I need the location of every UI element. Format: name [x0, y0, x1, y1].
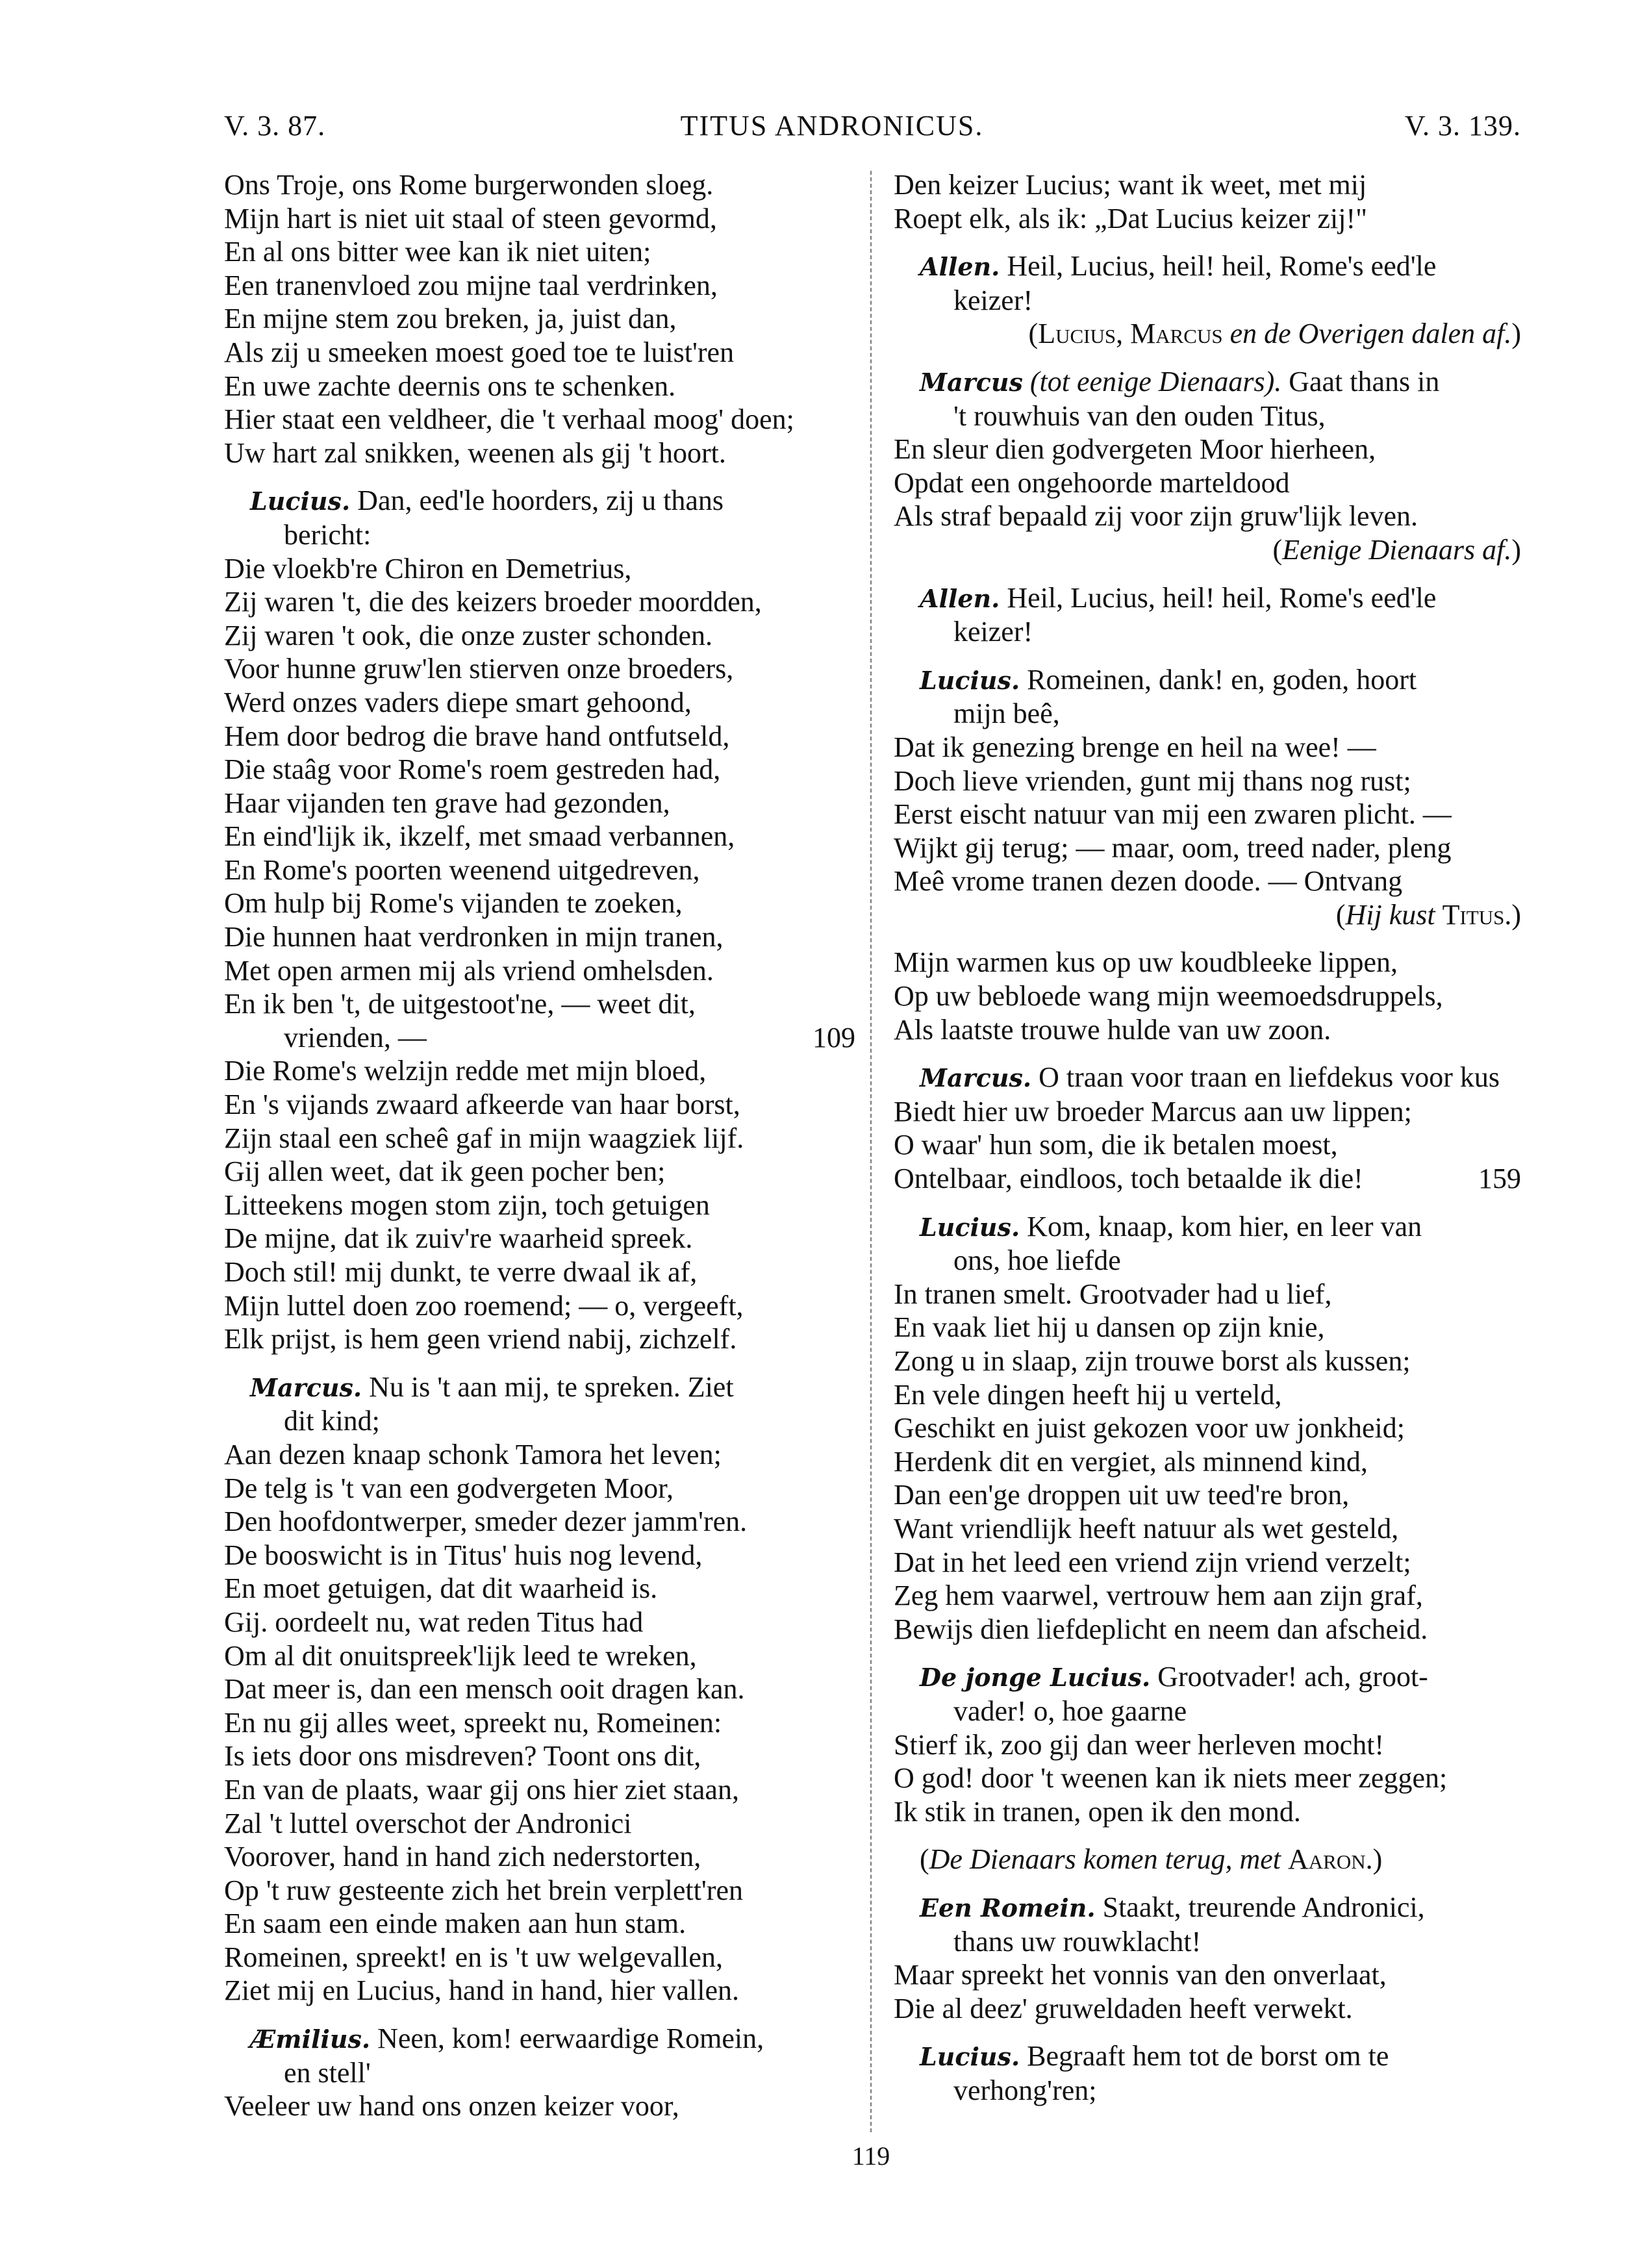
speaker-name: Lucius.: [920, 1212, 1020, 1242]
verse-text: En moet getuigen, dat dit waarheid is.: [224, 1572, 658, 1605]
verse-line: [224, 302, 855, 336]
left-text-column: [224, 168, 855, 2123]
verse-line: [894, 202, 1521, 236]
verse-line: [224, 686, 855, 720]
page-number: 119: [851, 2141, 890, 2171]
verse-block: [894, 1958, 1521, 2025]
verse-text: O waar' hun som, die ik betalen moest,: [894, 1129, 1338, 1161]
verse-block: [894, 946, 1521, 1046]
speech-continuation: bericht:: [284, 518, 372, 551]
verse-line: [894, 831, 1521, 865]
verse-line: [894, 1128, 1521, 1162]
verse-line: [224, 720, 855, 753]
speech-continuation: 't rouwhuis van den ouden Titus,: [953, 399, 1326, 432]
verse-text: Als straf bepaald zij voor zijn gruw'lijk leven.: [894, 500, 1418, 533]
stage-direction-part: [1281, 1843, 1288, 1875]
verse-line: [224, 2089, 855, 2123]
verse-text: In tranen smelt. Grootvader had u lief,: [894, 1278, 1332, 1310]
verse-line: [224, 1054, 855, 1088]
verse-text: Gij allen weet, dat ik geen pocher ben;: [224, 1155, 666, 1188]
speech-first-line: [894, 2039, 1521, 2074]
speech-first-line: [894, 1210, 1521, 1244]
verse-text: En saam een einde maken aan hun stam.: [224, 1908, 687, 1940]
verse-text: Eerst eischt natuur van mij een zwaren plicht. —: [894, 798, 1452, 831]
verse-text: Werd onzes vaders diepe smart gehoond,: [224, 686, 692, 718]
verse-text: En al ons bitter wee kan ik niet uiten;: [224, 236, 651, 268]
speaker-name: Lucius.: [920, 2042, 1020, 2072]
verse-line: [894, 1795, 1521, 1829]
speech-text: Grootvader! ach, groot-: [1157, 1661, 1428, 1693]
verse-line: [224, 820, 855, 853]
verse-text: Op 't ruw gesteente zich het brein verplett'ren: [224, 1874, 743, 1906]
stage-direction-part: ,: [1116, 318, 1131, 350]
verse-line: [894, 1478, 1521, 1512]
verse-text: Dan een'ge droppen uit uw teed're bron,: [894, 1479, 1350, 1511]
verse-line: [894, 1512, 1521, 1546]
verse-line: [224, 370, 855, 403]
verse-line: [894, 1311, 1521, 1344]
stage-direction-part: .): [1504, 898, 1521, 931]
verse-text: En vaak liet hij u dansen op zijn knie,: [894, 1311, 1325, 1344]
verse-line: [224, 1572, 855, 1606]
verse-text: Zeg hem vaarwel, vertrouw hem aan zijn graf,: [894, 1580, 1423, 1612]
verse-line: [894, 433, 1521, 466]
speech-heading: [894, 1891, 1521, 1958]
stage-direction: [894, 533, 1521, 567]
verse-line: [224, 1255, 855, 1289]
stage-direction-part: Titus: [1442, 898, 1505, 931]
verse-line: [894, 1546, 1521, 1580]
verse-line: [894, 1162, 1521, 1196]
verse-line: [894, 1992, 1521, 2026]
verse-text: Dat ik genezing brenge en heil na wee! —: [894, 731, 1376, 763]
verse-block: [894, 1728, 1521, 1829]
verse-text: Geschikt en juist gekozen voor uw jonkheid;: [894, 1412, 1405, 1444]
speech-continuation: dit kind;: [284, 1405, 380, 1437]
line-number: 159: [1478, 1163, 1521, 1195]
stage-direction: [894, 317, 1521, 351]
speech-heading: [894, 663, 1521, 731]
speech-text: Begraaft hem tot de borst om te: [1027, 2040, 1389, 2073]
verse-text: Mijn luttel doen zoo roemend; — o, vergeeft,: [224, 1289, 744, 1322]
verse-line: [224, 1539, 855, 1572]
running-head-right-reference: V. 3. 139.: [1404, 110, 1521, 142]
verse-line: [894, 1958, 1521, 1992]
verse-line: [894, 1013, 1521, 1047]
speech-continuation: vader! o, hoe gaarne: [953, 1695, 1187, 1727]
verse-line: [224, 235, 855, 269]
verse-line: [224, 619, 855, 653]
speech-text: Dan, eed'le hoorders, zij u thans: [357, 485, 724, 517]
verse-text: Haar vijanden ten grave had gezonden,: [224, 787, 670, 819]
verse-block: [894, 168, 1521, 235]
verse-line: [224, 1739, 855, 1773]
verse-block: [224, 552, 855, 1356]
speech-text: Heil, Lucius, heil! heil, Rome's eed'le: [1007, 250, 1437, 283]
verse-line: [224, 1505, 855, 1539]
verse-text: Den keizer Lucius; want ik weet, met mij: [894, 169, 1367, 201]
stage-direction-part: (: [920, 1843, 929, 1876]
speech-first-line: [894, 581, 1521, 616]
verse-line: [894, 864, 1521, 898]
verse-line: [224, 1773, 855, 1807]
speaker-name: Allen.: [920, 583, 1000, 613]
verse-line: [894, 764, 1521, 798]
verse-line: [224, 1322, 855, 1356]
verse-text: En nu gij alles weet, spreekt nu, Romeinen:: [224, 1706, 722, 1739]
verse-text: Die al deez' gruweldaden heeft verwekt.: [894, 1992, 1353, 2024]
verse-text: Op uw bebloede wang mijn weemoedsdruppels,: [894, 980, 1443, 1013]
verse-line: [894, 1278, 1521, 1311]
stage-direction-part: Marcus: [1130, 318, 1223, 350]
verse-text: Mijn warmen kus op uw koudbleeke lippen,: [894, 946, 1398, 979]
verse-line: [224, 1907, 855, 1941]
speech-continuation: keizer!: [953, 616, 1033, 648]
speech-text: Romeinen, dank! en, goden, hoort: [1027, 663, 1417, 696]
verse-line: [224, 1639, 855, 1673]
speech-text: Heil, Lucius, heil! heil, Rome's eed'le: [1007, 581, 1437, 614]
verse-text: En 's vijands zwaard afkeerde van haar borst,: [224, 1089, 740, 1121]
stage-direction-part: [1435, 899, 1442, 931]
verse-line: [224, 753, 855, 787]
verse-text: Herdenk dit en vergiet, als minnend kind,: [894, 1445, 1368, 1478]
verse-text: Ziet mij en Lucius, hand in hand, hier vallen.: [224, 1974, 740, 2007]
verse-line: [224, 202, 855, 236]
verse-text: En vele dingen heeft hij u verteld,: [894, 1378, 1282, 1411]
verse-text: En sleur dien godvergeten Moor hierheen,: [894, 433, 1376, 466]
verse-line: [224, 1088, 855, 1122]
verse-text: De telg is 't van een godvergeten Moor,: [224, 1472, 674, 1504]
speech-heading: [894, 2039, 1521, 2107]
speech-text: Kom, knaap, kom hier, en leer van: [1027, 1210, 1422, 1242]
running-head-left-reference: V. 3. 87.: [224, 110, 326, 142]
verse-line: [224, 1222, 855, 1255]
verse-line: [224, 787, 855, 820]
verse-text: Elk prijst, is hem geen vriend nabij, zichzelf.: [224, 1323, 737, 1355]
verse-line: [894, 979, 1521, 1013]
verse-line: [894, 1728, 1521, 1762]
verse-text: Stierf ik, zoo gij dan weer herleven mocht!: [894, 1728, 1385, 1761]
stage-direction-part: ): [1511, 318, 1521, 350]
right-text-column: [894, 168, 1521, 2107]
speech-continuation: ons, hoe liefde: [953, 1244, 1121, 1277]
speech-heading: [224, 484, 855, 551]
verse-text: Ons Troje, ons Rome burgerwonden sloeg.: [224, 169, 714, 201]
verse-text: Uw hart zal snikken, weenen als gij 't hoort.: [224, 436, 726, 469]
speech-first-line: [894, 1891, 1521, 1925]
verse-text: Die staâg voor Rome's roem gestreden had,: [224, 753, 721, 786]
verse-line: [224, 954, 855, 988]
stage-direction: [894, 1843, 1521, 1876]
verse-line: [894, 466, 1521, 500]
verse-text: Die hunnen haat verdronken in mijn tranen,: [224, 921, 724, 953]
verse-block: [894, 433, 1521, 533]
verse-text: Met open armen mij als vriend omhelsden.: [224, 954, 714, 987]
speech-heading: [894, 365, 1521, 433]
speaker-name: De jonge Lucius.: [920, 1663, 1151, 1693]
verse-text: En eind'lijk ik, ikzelf, met smaad verbannen,: [224, 820, 735, 853]
verse-line: [224, 1672, 855, 1706]
stage-direction-part: Aaron: [1287, 1843, 1366, 1876]
speaker-name: Æmilius.: [250, 2024, 371, 2054]
verse-text: Is iets door ons misdreven? Toont ons dit,: [224, 1740, 701, 1772]
speech-first-line: [894, 249, 1521, 284]
verse-block: [894, 1278, 1521, 1646]
verse-text: Als laatste trouwe hulde van uw zoon.: [894, 1013, 1331, 1046]
speech-text: Nu is 't aan mij, te spreken. Ziet: [369, 1370, 734, 1403]
verse-text: Doch stil! mij dunkt, te verre dwaal ik af,: [224, 1256, 698, 1288]
speech-text: Neen, kom! eerwaardige Romein,: [377, 2022, 764, 2055]
verse-text: Dat meer is, dan een mensch ooit dragen kan.: [224, 1673, 745, 1706]
verse-text: Litteekens mogen stom zijn, toch getuigen: [224, 1189, 710, 1221]
verse-text: Voor hunne gruw'len stierven onze broeders,: [224, 653, 734, 685]
verse-block: [224, 1438, 855, 2008]
verse-text: Opdat een ongehoorde marteldood: [894, 466, 1290, 499]
verse-line: [894, 798, 1521, 831]
verse-line: [224, 1155, 855, 1189]
verse-line: [224, 269, 855, 303]
verse-line: [224, 1189, 855, 1222]
verse-text: Bewijs dien liefdeplicht en neem dan afscheid.: [894, 1613, 1428, 1645]
verse-text: Hem door bedrog die brave hand ontfutseld,: [224, 720, 730, 752]
speech-continuation: keizer!: [953, 284, 1033, 316]
stage-direction-part: ): [1511, 533, 1521, 566]
verse-line: [224, 1289, 855, 1323]
verse-line: [894, 1344, 1521, 1378]
verse-block: [894, 1095, 1521, 1196]
speaker-name: Een Romein.: [920, 1893, 1096, 1922]
verse-text: Die vloekb're Chiron en Demetrius,: [224, 552, 632, 585]
verse-line: [224, 920, 855, 954]
verse-block: [224, 2089, 855, 2123]
stage-direction-part: (: [1272, 533, 1283, 566]
speech-continuation: mijn beê,: [953, 698, 1060, 730]
verse-text: En Rome's poorten weenend uitgedreven,: [224, 853, 700, 886]
verse-line: [894, 1579, 1521, 1613]
line-number: 109: [812, 1021, 855, 1053]
verse-text: Romeinen, spreekt! en is 't uw welgevallen,: [224, 1941, 723, 1973]
verse-text: Want vriendlijk heeft natuur als wet gesteld,: [894, 1512, 1399, 1544]
verse-text: Die Rome's welzijn redde met mijn bloed,: [224, 1055, 707, 1087]
verse-line: [894, 946, 1521, 979]
stage-direction-part: De Dienaars komen terug, met: [929, 1843, 1281, 1876]
verse-text: Mijn hart is niet uit staal of steen gevormd,: [224, 202, 717, 234]
speech-text: Gaat thans in: [1289, 365, 1440, 397]
verse-line: [894, 168, 1521, 202]
verse-text: Zij waren 't, die des keizers broeder moordden,: [224, 586, 762, 618]
speech-first-line: [224, 1370, 855, 1405]
stage-direction-part: (: [1335, 898, 1346, 931]
verse-text: De mijne, dat ik zuiv're waarheid spreek.: [224, 1222, 693, 1255]
verse-line: [224, 403, 855, 436]
verse-text: En ik ben 't, de uitgestoot'ne, — weet dit,: [224, 988, 696, 1020]
verse-line: [224, 436, 855, 470]
speech-heading: [894, 1660, 1521, 1728]
speaker-name: Allen.: [920, 252, 1000, 282]
verse-text: Ik stik in tranen, open ik den mond.: [894, 1795, 1301, 1828]
verse-text: Wijkt gij terug; — maar, oom, treed nader, pleng: [894, 831, 1452, 864]
verse-line: [224, 1472, 855, 1506]
verse-line: [894, 1378, 1521, 1412]
verse-text: Zal 't luttel overschot der Andronici: [224, 1807, 632, 1839]
verse-line: [224, 336, 855, 370]
verse-line: [224, 1122, 855, 1155]
verse-line: [224, 1438, 855, 1472]
stage-direction-part: en de Overigen dalen af.: [1222, 318, 1512, 350]
speech-first-line: [894, 1660, 1521, 1695]
verse-line: [894, 499, 1521, 533]
verse-text: Voorover, hand in hand zich nederstorten,: [224, 1841, 701, 1873]
speech-continuation: verhong'ren;: [953, 2074, 1097, 2106]
verse-line: [224, 987, 855, 1021]
verse-text: De booswicht is in Titus' huis nog levend,: [224, 1539, 703, 1571]
speech-heading: [224, 2022, 855, 2089]
verse-line: [224, 1807, 855, 1841]
verse-line: [224, 1840, 855, 1874]
verse-text: En uwe zachte deernis ons te schenken.: [224, 370, 676, 402]
speech-text: Staakt, treurende Andronici,: [1102, 1891, 1425, 1923]
verse-line: [224, 887, 855, 920]
verse-text: Veeleer uw hand ons onzen keizer voor,: [224, 2090, 679, 2123]
verse-line: [224, 853, 855, 887]
verse-text: Om hulp bij Rome's vijanden te zoeken,: [224, 887, 683, 920]
verse-line: [894, 1095, 1521, 1129]
verse-line: [224, 585, 855, 619]
verse-text: En mijne stem zou breken, ja, juist dan,: [224, 303, 677, 335]
speech-text: O traan voor traan en liefdekus voor kus: [1039, 1061, 1500, 1094]
verse-text: vrienden, —: [284, 1021, 427, 1053]
stage-direction-part: Eenige Dienaars af.: [1282, 533, 1512, 566]
verse-line: [894, 731, 1521, 764]
verse-line: [224, 1941, 855, 1974]
speech-first-line: [894, 663, 1521, 698]
verse-block: [224, 168, 855, 470]
verse-line: [224, 1874, 855, 1908]
verse-text: Zijn staal een scheê gaf in mijn waagziek lijf.: [224, 1122, 744, 1154]
speech-heading: [894, 1061, 1521, 1095]
speech-continuation: thans uw rouwklacht!: [953, 1925, 1202, 1958]
column-divider: [870, 171, 872, 2132]
verse-text: O god! door 't weenen kan ik niets meer zeggen;: [894, 1762, 1448, 1795]
speech-first-line: [224, 484, 855, 518]
verse-line: [894, 1761, 1521, 1795]
verse-line: [894, 1445, 1521, 1479]
verse-text: Aan dezen knaap schonk Tamora het leven;: [224, 1438, 722, 1470]
stage-direction-part: .): [1365, 1843, 1383, 1876]
stage-direction: (tot eenige Dienaars).: [1029, 365, 1282, 397]
stage-direction-part: (: [1028, 318, 1039, 350]
stage-direction: [894, 898, 1521, 932]
running-head-title: TITUS ANDRONICUS.: [680, 110, 984, 142]
verse-text: Ontelbaar, eindloos, toch betaalde ik die!: [894, 1163, 1363, 1195]
verse-text: En van de plaats, waar gij ons hier ziet staan,: [224, 1773, 739, 1806]
verse-text: Zij waren 't ook, die onze zuster schonden.: [224, 619, 713, 651]
verse-text: Zong u in slaap, zijn trouwe borst als kussen;: [894, 1345, 1411, 1377]
verse-text: Den hoofdontwerper, smeder dezer jamm'ren.: [224, 1506, 748, 1538]
verse-text: Roept elk, als ik: „Dat Lucius keizer zij!": [894, 202, 1368, 234]
verse-text: Meê vrome tranen dezen doode. — Ontvang: [894, 865, 1403, 898]
speech-heading: [224, 1370, 855, 1438]
verse-text: Dat in het leed een vriend zijn vriend verzelt;: [894, 1546, 1411, 1578]
stage-direction-part: Lucius: [1038, 318, 1116, 350]
speech-heading: [894, 1210, 1521, 1278]
speech-heading: [894, 581, 1521, 649]
verse-line: [894, 1613, 1521, 1646]
verse-line: [224, 552, 855, 586]
verse-text: Maar spreekt het vonnis van den onverlaat,: [894, 1959, 1387, 1991]
verse-block: [894, 731, 1521, 898]
verse-line: [224, 1974, 855, 2008]
speech-heading: [894, 249, 1521, 317]
verse-line: [894, 1411, 1521, 1445]
stage-direction-part: Hij kust: [1345, 898, 1435, 931]
verse-text: Om al dit onuitspreek'lijk leed te wreken,: [224, 1639, 697, 1672]
speech-first-line: [894, 1061, 1521, 1095]
speaker-name: Marcus: [920, 367, 1023, 397]
verse-text: Doch lieve vrienden, gunt mij thans nog rust;: [894, 764, 1411, 797]
speaker-name: Marcus.: [250, 1372, 362, 1402]
speaker-name: Lucius.: [920, 665, 1020, 695]
verse-text: Een tranenvloed zou mijne taal verdrinken,: [224, 269, 718, 301]
verse-text: Hier staat een veldheer, die 't verhaal moog' doen;: [224, 403, 794, 436]
verse-line: [224, 1606, 855, 1639]
verse-text: Als zij u smeeken moest goed toe te luist'ren: [224, 336, 735, 368]
speaker-name: Marcus.: [920, 1063, 1032, 1093]
verse-line: [224, 652, 855, 686]
verse-text: Gij. oordeelt nu, wat reden Titus had: [224, 1606, 644, 1638]
verse-line-continuation: [224, 1021, 855, 1055]
verse-text: Biedt hier uw broeder Marcus aan uw lippen;: [894, 1095, 1412, 1128]
speech-first-line: [894, 365, 1521, 399]
verse-line: [224, 168, 855, 202]
speaker-name: Lucius.: [250, 486, 351, 516]
verse-line: [224, 1706, 855, 1740]
speech-first-line: [224, 2022, 855, 2056]
speech-continuation: en stell': [284, 2056, 371, 2089]
